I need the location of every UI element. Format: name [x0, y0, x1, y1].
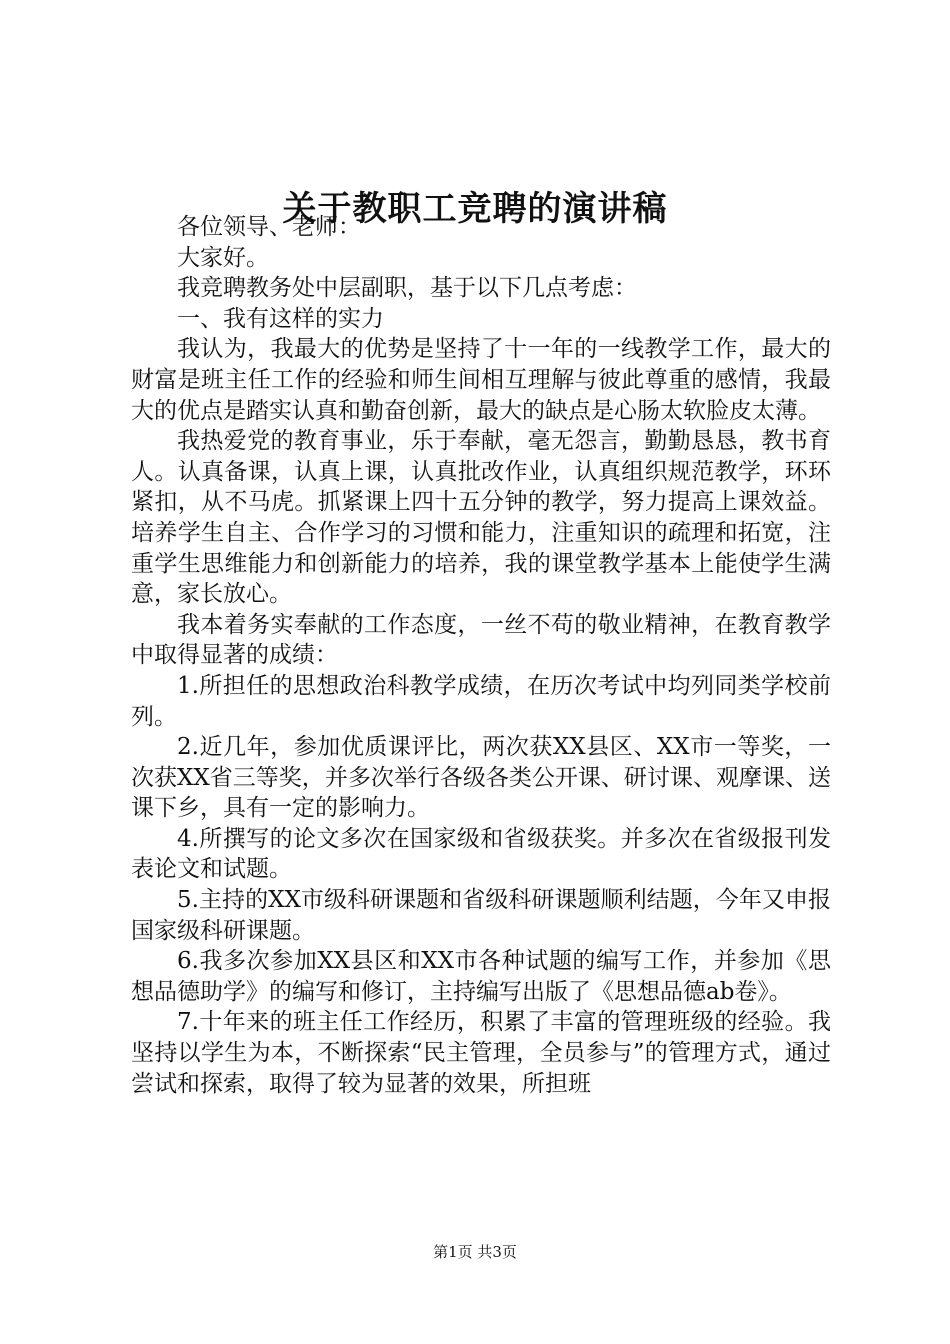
page-footer: 第1页 共3页	[433, 1243, 517, 1261]
list-item-7: 7.十年来的班主任工作经历，积累了丰富的管理班级的经验。我坚持以学生为本，不断探索“民主管理，全员参与”的管理方式，通过尝试和探索，取得了较为显著的效果，所担班	[131, 1009, 831, 1097]
document-title: 关于教职工竞聘的演讲稿	[282, 189, 668, 229]
paragraph-strengths: 我认为，我最大的优势是坚持了十一年的一线教学工作，最大的财富是班主任工作的经验和师生间相互理解与彼此尊重的感情，我最大的优点是踏实认真和勤奋创新，最大的缺点是心肠太软脸皮太薄。	[131, 336, 831, 424]
list-item-4: 4.所撰写的论文多次在国家级和省级获奖。并多次在省级报刊发表论文和试题。	[131, 825, 831, 883]
paragraph-salutation: 各位领导、老师：	[177, 214, 361, 240]
paragraph-achievements-intro: 我本着务实奉献的工作态度，一丝不苟的敬业精神，在教育教学中取得显著的成绩：	[131, 611, 831, 669]
section-heading-1: 一、我有这样的实力	[177, 305, 384, 332]
list-item-1: 1.所担任的思想政治科教学成绩，在历次考试中均列同类学校前列。	[131, 672, 831, 730]
paragraph-dedication: 我热爱党的教育事业，乐于奉献，毫无怨言，勤勤恳恳，教书育人。认真备课，认真上课，认真批改作业，认真组织规范教学，环环紧扣，从不马虎。抓紧课上四十五分钟的教学，努力提高上课效益。培养学生自主、合作学习的习惯和能力，注重知识的疏理和拓宽，注重学生思维能力和创新能力的培养，我的课堂教学基本上能使学生满意，家长放心。	[131, 428, 831, 608]
list-item-2: 2.近几年，参加优质课评比，两次获XX县区、XX市一等奖，一次获XX省三等奖，并多次举行各级各类公开课、研讨课、观摩课、送课下乡，具有一定的影响力。	[131, 734, 831, 822]
list-item-5: 5.主持的XX市级科研课题和省级科研课题顺利结题，今年又申报国家级科研课题。	[131, 887, 831, 944]
list-item-6: 6.我多次参加XX县区和XX市各种试题的编写工作，并参加《思想品德助学》的编写和修订，主持编写出版了《思想品德ab卷》。	[131, 948, 831, 1005]
paragraph-intro: 我竞聘教务处中层副职，基于以下几点考虑：	[177, 275, 637, 302]
paragraph-greeting: 大家好。	[177, 244, 269, 271]
document-body	[131, 212, 831, 1099]
